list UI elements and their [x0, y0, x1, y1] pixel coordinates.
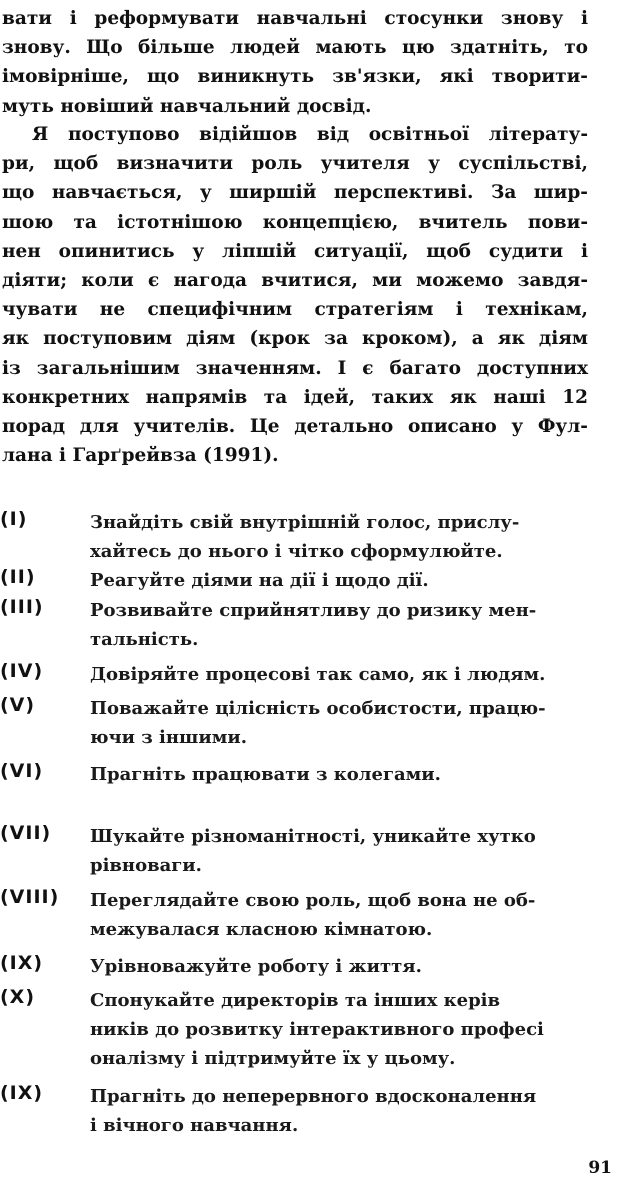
text-line: Урівноважуйте роботу і життя.: [90, 956, 422, 977]
text-line: імовірніше, що виникнуть зв'язки, які творити-: [2, 66, 588, 88]
item-text: [90, 822, 598, 880]
text-line: Шукайте різноманітності, уникайте хутко: [90, 826, 536, 847]
item-number: (II): [0, 566, 36, 588]
item-number: (IX): [0, 1082, 44, 1104]
text-line: із загальнішим значенням. І є багато доступних: [2, 357, 588, 379]
text-line: Довіряйте процесові так само, як і людям.: [90, 664, 546, 685]
item-number: (X): [0, 986, 36, 1008]
text-line: чувати не специфічним стратегіям і технікам,: [2, 299, 588, 321]
item-number: (VII): [0, 822, 52, 844]
item-text: [90, 1082, 598, 1140]
text-line: ючи з іншими.: [90, 727, 247, 748]
item-number: (IV): [0, 660, 44, 682]
item-text: [90, 694, 598, 752]
text-line: вати і реформувати навчальні стосунки знову і: [2, 8, 588, 29]
text-line: конкретних напрямів та ідей, таких як наші 12: [2, 386, 588, 408]
text-line: Переглядайте свою роль, щоб вона не об-: [90, 890, 536, 911]
text-line: Прагніть працювати з колегами.: [90, 764, 441, 785]
paragraph-1: [2, 4, 588, 121]
item-text: [90, 952, 598, 981]
page-number: 91: [588, 1158, 612, 1178]
text-line: що навчається, у ширшій перспективі. За шир-: [2, 182, 588, 204]
text-line: рівноваги.: [90, 855, 202, 876]
text-line: межувалася класною кімнатою.: [90, 919, 433, 940]
item-number: (IX): [0, 952, 44, 974]
text-line: Поважайте цілісність особистости, працю-: [90, 698, 546, 719]
text-line: Реагуйте діями на дії і щодо дії.: [90, 570, 429, 591]
text-line: тальність.: [90, 629, 199, 650]
text-line: Я поступово відійшов від освітньої літерату-: [32, 124, 588, 145]
item-number: (VI): [0, 760, 44, 782]
text-line: муть новіший навчальний досвід.: [2, 95, 372, 117]
text-line: діяти; коли є нагода вчитися, ми можемо завдя-: [2, 270, 588, 292]
text-line: нен опинитись у ліпшій ситуації, щоб судити і: [2, 240, 588, 262]
text-line: хайтесь до нього і чітко сформулюйте.: [90, 541, 503, 562]
item-text: [90, 566, 598, 595]
text-line: оналізму і підтримуйте їх у цьому.: [90, 1048, 456, 1069]
text-line: лана і Гарґрейвза (1991).: [2, 445, 279, 467]
text-line: порад для учителів. Це детально описано у Фул-: [2, 416, 588, 438]
text-line: як поступовим діям (крок за кроком), а як діям: [2, 328, 588, 350]
item-number: (VIII): [0, 886, 60, 908]
item-number: (V): [0, 694, 36, 716]
paragraph-2: [2, 120, 588, 470]
text-line: Спонукайте директорів та інших керів: [90, 990, 501, 1011]
text-line: Розвивайте сприйнятливу до ризику мен-: [90, 600, 537, 621]
text-line: Прагніть до неперервного вдосконалення: [90, 1086, 537, 1107]
item-text: [90, 596, 598, 654]
text-line: шою та істотнішою концепцією, вчитель пови-: [2, 211, 588, 233]
item-number: (I): [0, 508, 28, 530]
item-text: [90, 760, 598, 789]
text-line: ників до розвитку інтерактивного професі: [90, 1019, 544, 1040]
item-text: [90, 986, 598, 1073]
item-number: (III): [0, 596, 44, 618]
item-text: [90, 660, 598, 689]
item-text: [90, 886, 598, 944]
text-line: ри, щоб визначити роль учителя у суспільстві,: [2, 153, 588, 175]
item-text: [90, 508, 598, 566]
text-line: знову. Що більше людей мають цю здатніть, то: [2, 37, 588, 59]
text-line: Знайдіть свій внутрішній голос, прислу-: [90, 512, 520, 533]
text-line: і вічного навчання.: [90, 1115, 299, 1136]
